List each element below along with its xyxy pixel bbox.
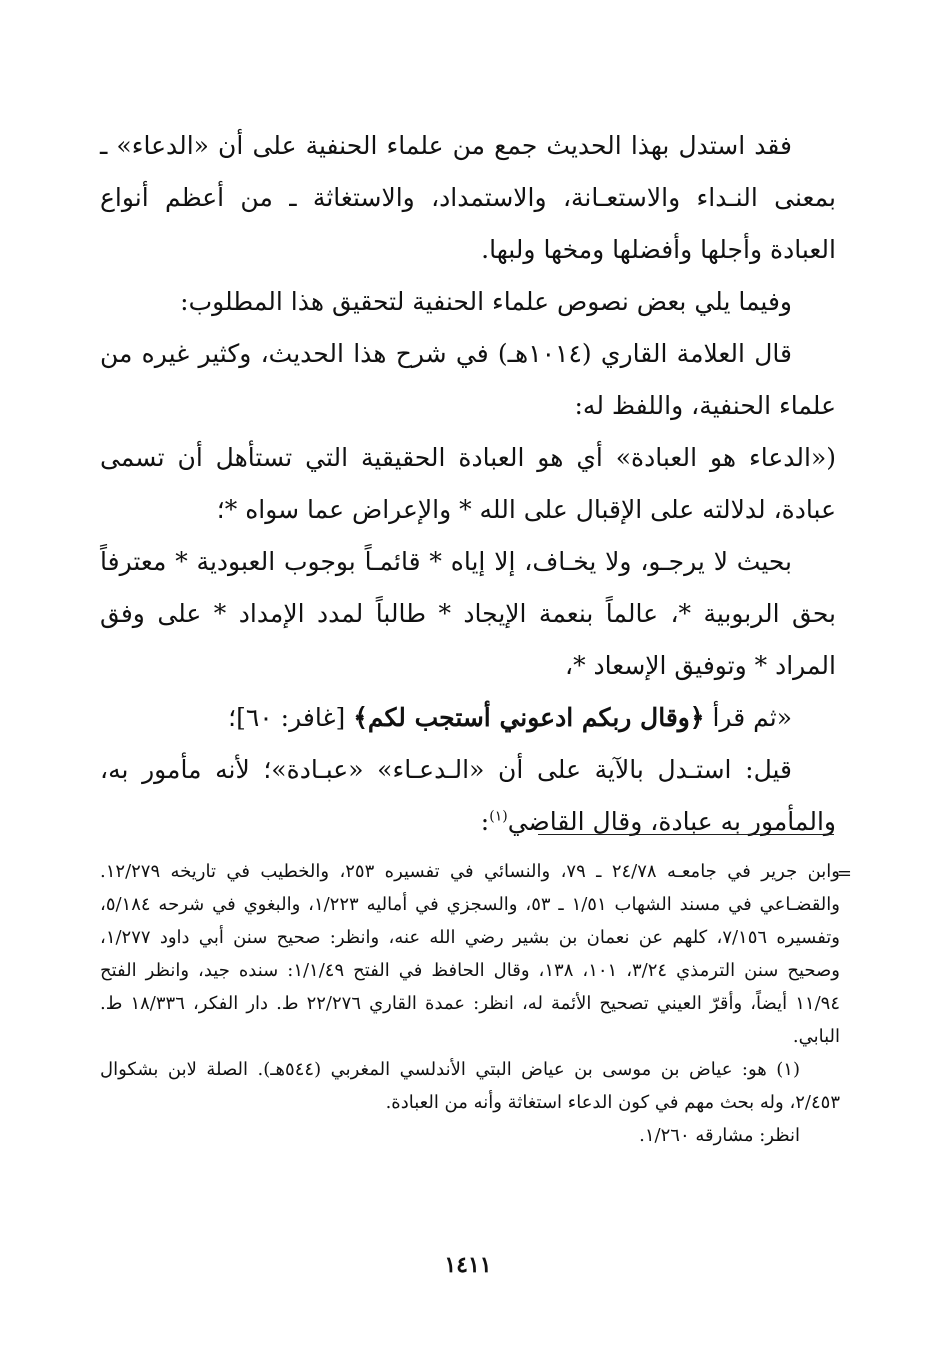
page-number: ١٤١١ [444,1252,492,1278]
footnote-reference: (١) [489,808,508,825]
footnote-continuation: وابن جرير في جامعـه ٢٤/٧٨ ـ ٧٩، والنسائي في تفسيره ٢٥٣، والخطيب في تاريخه ١٢/٢٧٩. والقضـاعي في مسند الشهاب ١/٥١ ـ ٥٣، والسجزي في أماليه ١/٢٢٣، والبغوي في شرحه ٥/١٨٤، وتفسيره ٧/١٥٦، كلهم عن نعمان بن بشير رضي الله عنه، وانظر: صحيح سنن أبي داود ١/٢٧٧، وصحيح سنن الترمذي ٣/٢٤، ١٠١، ١٣٨، وقال الحافظ في الفتح ١/١/٤٩: سنده جيد، وانظر الفتح ١١/٩٤ أيضاً، وأقرّ العيني تصحيح الأئمة له، انظر: عمدة القاري ٢٢/٢٧٦ ط. دار الفكر، ١٨/٣٣٦ ط. البابي. [100,861,841,1047]
paragraph-text: قيل: استـدل بالآية على أن «الـدعـاء» «عبـادة»؛ لأنه مأمور به، والمأمور به عبادة، وقال القاضي [100,755,836,836]
footnote-continuation-mark: = [836,863,852,884]
verse-line [100,692,836,744]
footnote-1-see: انظر: مشارقه ١/٢٦٠. [639,1125,800,1146]
paragraph: وفيما يلي بعض نصوص علماء الحنفية لتحقيق هذا المطلوب: [180,287,792,316]
verse-reference: [غافر: ٦٠]؛ [228,703,354,732]
paragraph-tail: : [480,807,490,836]
verse-prefix: «ثم قرأ [704,703,792,732]
paragraph: قال العلامة القاري (١٠١٤هـ) في شرح هذا الحديث، وكثير غيره من علماء الحنفية، واللفظ له: [100,339,836,420]
paragraph [100,744,836,848]
footnote-divider [538,834,834,835]
paragraph: فقد استدل بهذا الحديث جمع من علماء الحنفية على أن «الدعاء» ـ بمعنى النـداء والاستعـانة، والاستمداد، والاستغاثة ـ من أعظم أنواع العبادة وأجلها وأفضلها ومخها ولبها. [100,131,836,264]
paragraph: بحيث لا يرجـو، ولا يخـاف، إلا إياه * قائمـاً بوجوب العبودية * معترفاً بحق الربوبية *، عالماً بنعمة الإيجاد * طالباً لمدد الإمداد * على وفق المراد * وتوفيق الإسعاد *، [100,547,836,680]
footnotes [100,855,840,1152]
footnote-1: (١) هو: عياض بن موسى بن عياض البتي الأندلسي المغربي (٥٤٤هـ). الصلة لابن بشكوال ٢/٤٥٣، وله بحث مهم في كون الدعاء استغاثة وأنه من العبادة. [100,1059,840,1113]
main-text [100,120,836,848]
quotation-paragraph: («الدعاء هو العبادة» أي هو العبادة الحقيقية التي تستأهل أن تسمى عبادة، لدلالته على الإقبال على الله * والإعراض عما سواه *؛ [100,443,836,524]
quran-verse: ﴿وقال ربكم ادعوني أستجب لكم﴾ [353,703,705,732]
